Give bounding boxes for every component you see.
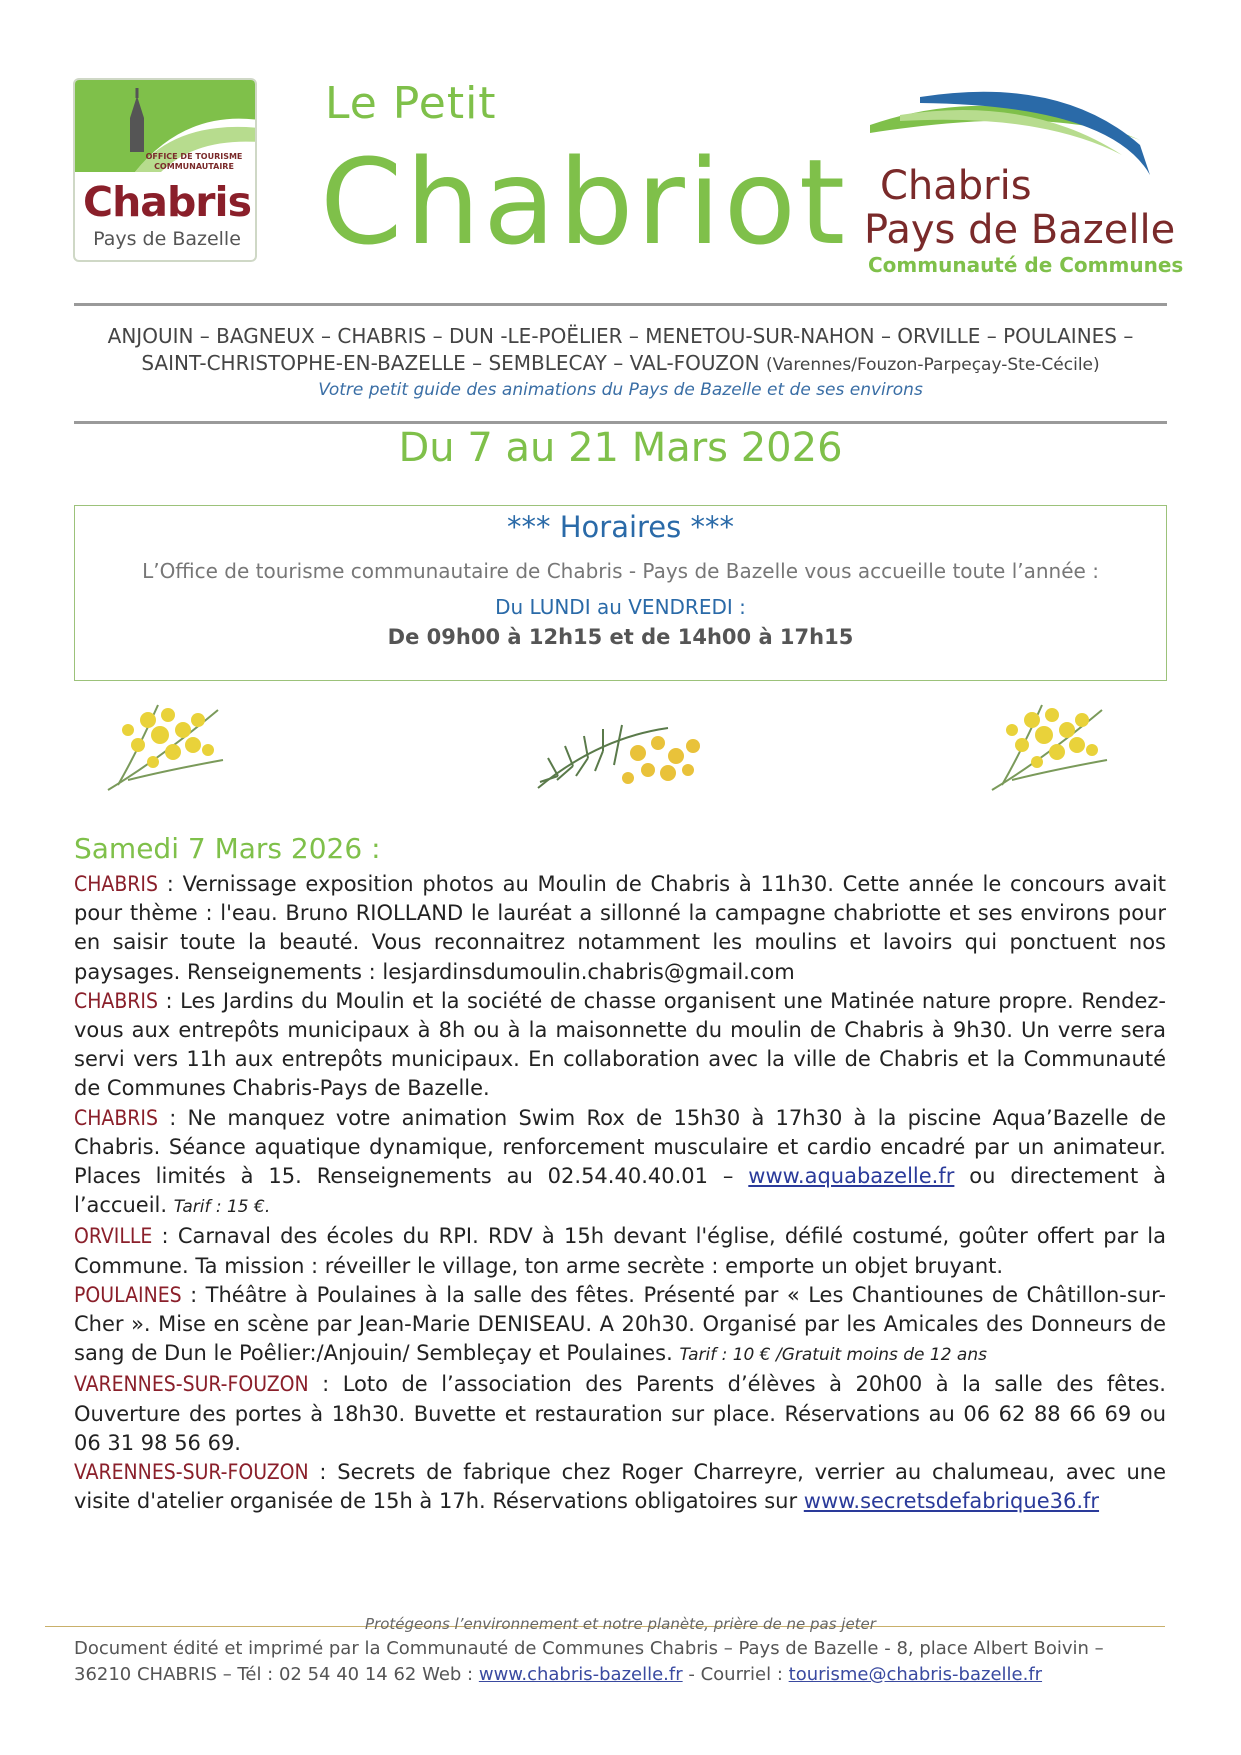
communes-line-1: ANJOUIN – BAGNEUX – CHABRIS – DUN -LE-POËLIER – MENETOU-SUR-NAHON – ORVILLE – POULAINES – <box>107 324 1134 348</box>
logo-name: Chabris <box>83 178 251 226</box>
event-tarif: Tarif : 15 €. <box>173 1197 271 1218</box>
footer-address-2 <box>74 1664 1042 1685</box>
hours-box <box>74 505 1167 681</box>
event-text: : Théâtre à Poulaines à la salle des fêtes. Présenté par « Les Chantiounes de Châtillon-sur-Cher ». Mise en scène par Jean-Marie DENISEAU. A 20h30. Organisé par les Amicales des Donneurs de sang de Dun le Poêlier:/Anjouin/ Sembleçay et Poulaines. <box>74 1282 1166 1366</box>
logo-office-label: OFFICE DE TOURISME COMMUNAUTAIRE <box>145 152 243 171</box>
event-item <box>74 1222 1166 1280</box>
event-town: VARENNES-SUR-FOUZON <box>74 1460 309 1485</box>
event-town: ORVILLE <box>74 1224 153 1249</box>
logo-line-pays: Pays de Bazelle <box>864 207 1176 253</box>
event-text: : Vernissage exposition photos au Moulin de Chabris à 11h30. Cette année le concours avait pour thème : l'eau. Bruno RIOLLAND le lauréat a sillonné la campagne chabriotte et ses environs pour en saisir toute la beauté. Vous reconnaitrez notamment les moulins et lavoirs qui ponctuent nos paysages. Renseignements : lesjardinsdumoulin.chabris@gmail.com <box>74 872 1166 984</box>
logo-line-chabris: Chabris <box>880 163 1032 209</box>
event-town: CHABRIS <box>74 988 158 1013</box>
event-item <box>74 987 1166 1104</box>
website-link[interactable]: www.chabris-bazelle.fr <box>478 1664 683 1685</box>
hours-intro: L’Office de tourisme communautaire de Chabris - Pays de Bazelle vous accueille toute l’année : <box>142 559 1099 583</box>
date-range: Du 7 au 21 Mars 2026 <box>398 425 843 471</box>
event-text-after: ou directement à l’accueil. <box>74 1164 1166 1218</box>
event-town: CHABRIS <box>74 1105 158 1130</box>
title-small: Le Petit <box>325 78 497 129</box>
logo-swoosh-icon <box>860 85 1190 175</box>
communaute-logo <box>860 85 1190 285</box>
secretsdefabrique-link[interactable]: www.secretsdefabrique36.fr <box>803 1489 1100 1514</box>
event-text: : Ne manquez votre animation Swim Rox de 15h30 à 17h30 à la piscine Aqua’Bazelle de Chabris. Séance aquatique dynamique, renforcement musculaire et cardio encadré par un animateur. Places limités à 15. Renseignements au 02.54.40.40.01 – <box>74 1105 1166 1189</box>
event-tarif: Tarif : 10 € /Gratuit moins de 12 ans <box>679 1345 987 1366</box>
event-item <box>74 870 1166 987</box>
footer-address-1: Document édité et imprimé par la Communauté de Communes Chabris – Pays de Bazelle - 8, place Albert Boivin – <box>74 1638 1104 1659</box>
hours-times: De 09h00 à 12h15 et de 14h00 à 17h15 <box>387 625 854 649</box>
page-title: Chabriot <box>320 133 849 271</box>
day-title: Samedi 7 Mars 2026 : <box>74 832 381 865</box>
event-item <box>74 1281 1166 1371</box>
footer-note: Protégeons l’environnement et notre planète, prière de ne pas jeter <box>365 1615 876 1633</box>
logo-subtitle: Pays de Bazelle <box>93 228 241 250</box>
mimosa-icon <box>98 690 233 800</box>
header-divider <box>74 303 1167 306</box>
event-town: POULAINES <box>74 1282 182 1307</box>
event-text: : Les Jardins du Moulin et la société de chasse organisent une Matinée nature propre. Rendez-vous aux entrepôts municipaux à 8h ou à la maisonnette du moulin de Chabris à 9h30. Un verre sera servi vers 11h aux entrepôts municipaux. En collaboration avec la ville de Chabris et la Communauté de Communes Chabris-Pays de Bazelle. <box>74 988 1166 1101</box>
event-town: VARENNES-SUR-FOUZON <box>74 1372 309 1397</box>
event-text: : Secrets de fabrique chez Roger Charreyre, verrier au chalumeau, avec une visite d'atelier organisée de 15h à 17h. Réservations obligatoires sur <box>74 1460 1166 1514</box>
email-link[interactable]: tourisme@chabris-bazelle.fr <box>788 1664 1043 1685</box>
hours-days: Du LUNDI au VENDREDI : <box>495 595 746 619</box>
hours-title: *** Horaires *** <box>507 510 734 544</box>
communes-line-2 <box>74 351 1167 375</box>
mimosa-icon <box>982 690 1117 800</box>
office-tourisme-logo <box>73 78 257 262</box>
event-item <box>74 1104 1166 1223</box>
events-list <box>74 870 1166 1516</box>
section-divider <box>74 421 1167 424</box>
footer-phone: 36210 CHABRIS – Tél : 02 54 40 14 62 Web : <box>74 1664 479 1685</box>
aquabazelle-link[interactable]: www.aquabazelle.fr <box>748 1164 955 1189</box>
event-item <box>74 1370 1166 1458</box>
event-text: : Carnaval des écoles du RPI. RDV à 15h devant l'église, défilé costumé, goûter offert par la Commune. Ta mission : réveiller le village, ton arme secrète : emporte un objet bruyant. <box>74 1224 1166 1278</box>
communes-line-2-paren: (Varennes/Fouzon-Parpeçay-Ste-Cécile) <box>765 355 1100 375</box>
logo-line-cc: Communauté de Communes <box>868 253 1184 277</box>
mimosa-branch-icon <box>518 708 718 813</box>
footer-email-label: - Courriel : <box>682 1664 789 1685</box>
event-item <box>74 1458 1166 1516</box>
event-town: CHABRIS <box>74 872 158 896</box>
event-text: : Loto de l’association des Parents d’élèves à 20h00 à la salle des fêtes. Ouverture des portes à 18h30. Buvette et restauration sur place. Réservations au 06 62 88 66 69 ou 06 31 98 56 69. <box>74 1372 1166 1455</box>
tagline: Votre petit guide des animations du Pays de Bazelle et de ses environs <box>318 380 923 400</box>
communes-line-2-text: SAINT-CHRISTOPHE-EN-BAZELLE – SEMBLECAY – VAL-FOUZON <box>141 351 766 375</box>
